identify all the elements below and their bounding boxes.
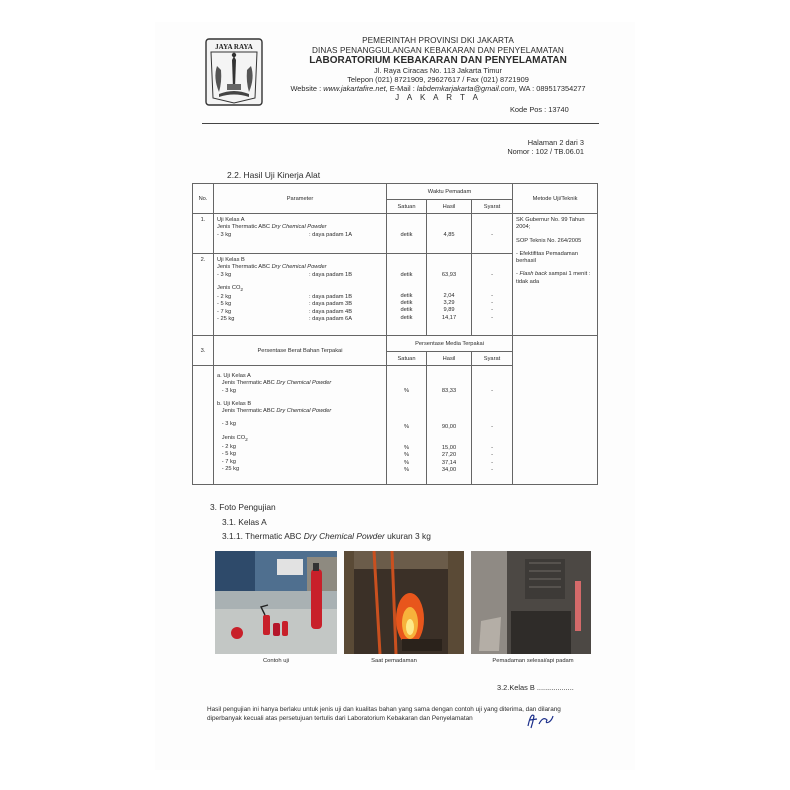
col-header-no: No. (193, 184, 214, 214)
letterhead-contacts (268, 85, 608, 94)
postal-code: Kode Pos : 13740 (510, 105, 569, 114)
photo-sample (215, 551, 337, 654)
table-row: 2. Uji Kelas B Jenis Thermatic ABC Dry Chemical Powder - 3 kg : daya padam 1B Jenis $CO_2$ - 2 kg : daya padam 1B - 5 kg : daya padam 3B - 7 kg : daya padam 4B - 25 kg : daya padam 6A detik detik detik detik detik 63,93 2,04 3,29 9,89 14,17 - - - - - (193, 254, 598, 336)
col-header-metode: Metode Uji/Teknik (513, 184, 598, 214)
wa-number: , WA : 089517354277 (514, 83, 586, 93)
cell-syarat: - (491, 231, 493, 238)
table-row (193, 214, 598, 254)
table-row: a. Uji Kelas A Jenis Thermatic ABC Dry Chemical Powder - 3 kg b. Uji Kelas B Jenis Thermatic ABC Dry Chemical Powder - 3 kg Jenis $CO_2$ - 2 kg - 5 kg - 7 kg - 25 kg % % % % % % 83,33 90,00 15,00 27,20 37,14 34,00 - - - - - - (193, 366, 598, 485)
email-link[interactable]: labdemkarjakarta@gmail.com (416, 83, 515, 93)
section-title-kelas-b: 3.2.Kelas B .................. (497, 683, 574, 692)
logo-text: JAYA RAYA (215, 43, 253, 51)
col-header-waktu-pemadam: Waktu Pemadam (387, 184, 513, 200)
website-link[interactable]: www.jakartafire.net (323, 83, 386, 93)
co2-label: Jenis $CO_2$ (217, 284, 244, 294)
header-divider (202, 123, 599, 124)
col-header-hasil-3: Hasil (427, 352, 472, 366)
col-header-hasil: Hasil (427, 200, 472, 214)
row-title: Uji Kelas A (217, 217, 245, 223)
item-rating: : daya padam 1A (309, 231, 353, 238)
cell-hasil: 4,85 (443, 231, 455, 238)
col-header-syarat-3: Syarat (472, 352, 513, 366)
item-size: - 3 kg (217, 231, 232, 238)
row-title: Persentase Berat Bahan Terpakai (257, 347, 343, 354)
row-jenis: Jenis Thermatic ABC Dry Chemical Powder (217, 224, 327, 231)
letterhead-phone: Telepon (021) 8721909, 29627617 / Fax (021) 8721909 (347, 74, 529, 84)
row-number: 2. (200, 257, 206, 263)
results-table (192, 183, 598, 485)
caption-after: Pemadaman selesai/api padam (492, 658, 574, 664)
row-number: 3. (200, 347, 206, 354)
email-label: , E-Mail : (385, 83, 417, 93)
letterhead-line-2: DINAS PENANGGULANGAN KEBAKARAN DAN PENYELAMATAN (312, 45, 564, 55)
photo-during-extinguishing (344, 551, 464, 654)
col-header-media: Persentase Media Terpakai (415, 340, 484, 347)
page-number: Halaman 2 dari 3 (527, 138, 584, 147)
letterhead-city: J A K A R T A (395, 93, 481, 103)
col-header-satuan-3: Satuan (387, 352, 427, 366)
caption-sample: Contoh uji (262, 658, 290, 664)
caption-during: Saat pemadaman (371, 658, 417, 664)
section-title-3-1-1: 3.1.1. Thermatic ABC Dry Chemical Powder ukuran 3 kg (222, 531, 431, 541)
website-label: Website : (290, 83, 324, 93)
method-text: SK Gubernur No. 99 Tahun 2004; SOP Teknis No. 264/2005 - Efektifitas Pemadaman berhasil - Flash back sampai 1 menit : tidak ada (516, 217, 591, 285)
section-title-foto: 3. Foto Pengujian (210, 502, 276, 512)
row-jenis: Jenis Thermatic ABC Dry Chemical Powder (217, 264, 327, 271)
letterhead-line-3: LABORATORIUM KEBAKARAN DAN PENYELAMATAN (309, 55, 567, 67)
document-number: Nomor : 102 / TB.06.01 (507, 147, 584, 157)
section-title-2-2: 2.2. Hasil Uji Kinerja Alat (227, 170, 321, 180)
signature-initials (525, 710, 555, 730)
letterhead (268, 36, 608, 103)
table-row (193, 336, 598, 352)
letterhead-address: Jl. Raya Ciracas No. 113 Jakarta Timur (373, 66, 502, 76)
row-title: Uji Kelas B (217, 257, 245, 263)
letterhead-line-1: PEMERINTAH PROVINSI DKI JAKARTA (362, 36, 514, 45)
section-title-kelas-a: 3.1. Kelas A (222, 517, 267, 527)
footer-disclaimer: Hasil pengujian ini hanya berlaku untuk jenis uji dan kualitas bahan yang sama dengan contoh uji yang diterima, dan dilarang diperbanyak kecuali atas persetujuan tertulis dari Laboratorium Kebakaran dan Penyelamatan (207, 706, 561, 722)
page-info (470, 138, 584, 157)
row-number: 1. (200, 217, 206, 223)
jaya-raya-logo (205, 38, 263, 106)
col-header-satuan: Satuan (387, 200, 427, 214)
col-header-parameter: Parameter (214, 184, 387, 214)
col-header-syarat: Syarat (472, 200, 513, 214)
photo-after-extinguishing (471, 551, 591, 654)
cell-satuan: detik (400, 231, 413, 238)
